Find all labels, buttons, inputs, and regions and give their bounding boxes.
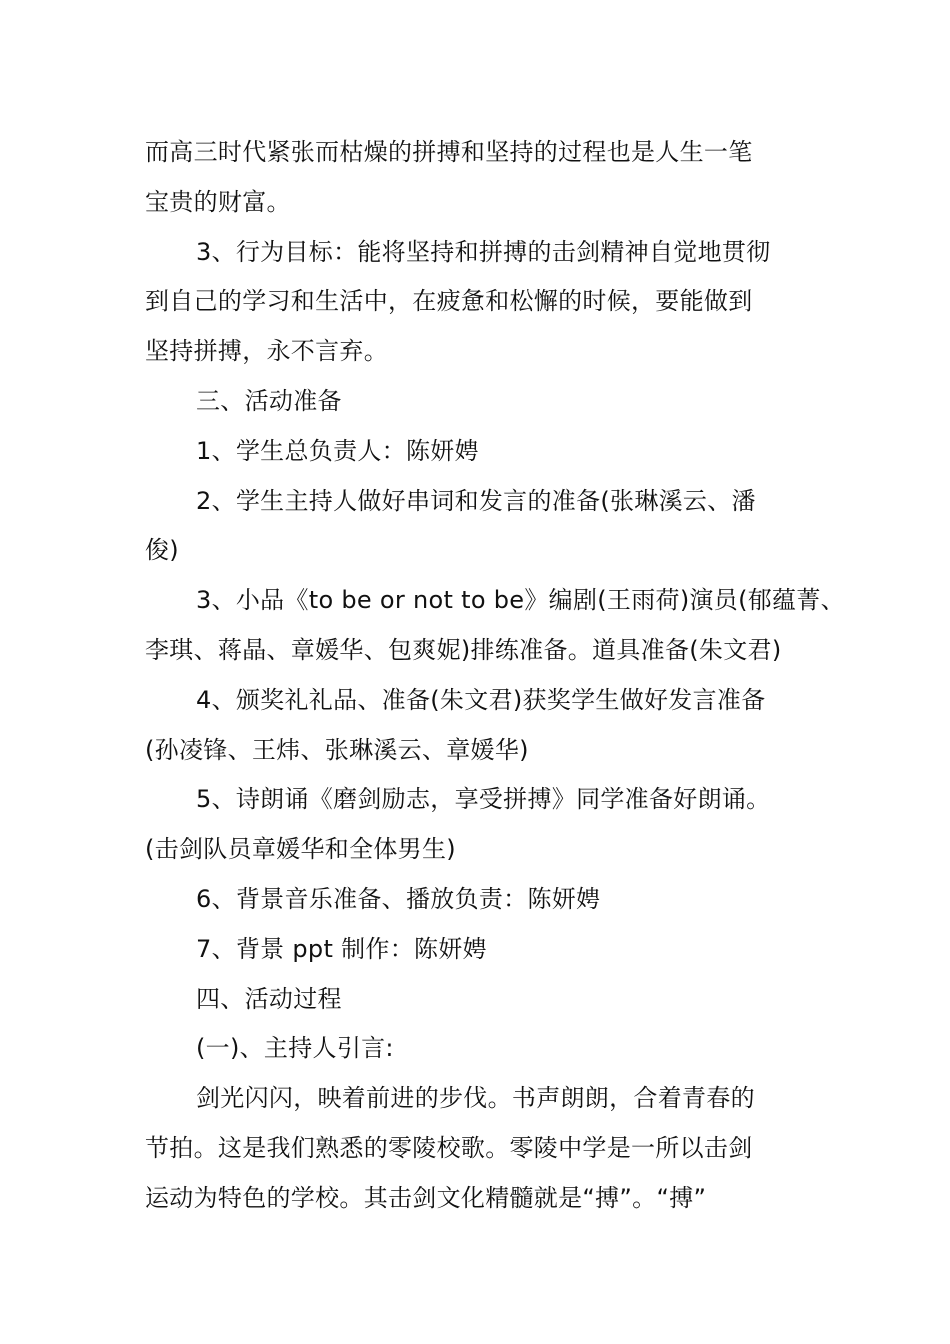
text-line: 宝贵的财富。 [145, 187, 291, 216]
text-line: 6、背景音乐准备、播放负责：陈妍娉 [196, 884, 601, 913]
text-line: (一)、主持人引言: [196, 1034, 394, 1063]
text-line: 5、诗朗诵《磨剑励志，享受拼搏》同学准备好朗诵。 [196, 785, 771, 814]
text-line: 而高三时代紧张而枯燥的拼搏和坚持的过程也是人生一笔 [145, 138, 753, 166]
text-line: 4、颁奖礼礼品、准备(朱文君)获奖学生做好发言准备 [196, 685, 766, 714]
text-line: 3、小品《to be or not to be》编剧(王雨荷)演员(郁蕴菁、 [196, 586, 845, 615]
text-line: 1、学生总负责人：陈妍娉 [196, 436, 479, 465]
text-line: 2、学生主持人做好串词和发言的准备(张琳溪云、潘 [196, 486, 756, 515]
text-line: 三、活动准备 [196, 386, 342, 415]
text-line: 李琪、蒋晶、章媛华、包爽妮)排练准备。道具准备(朱文君) [145, 635, 782, 664]
text-line: 3、行为目标：能将坚持和拼搏的击剑精神自觉地贯彻 [196, 237, 771, 266]
text-line: 俊) [145, 536, 179, 565]
text-line: 节拍。这是我们熟悉的零陵校歌。零陵中学是一所以击剑 [145, 1133, 753, 1162]
text-line: 运动为特色的学校。其击剑文化精髓就是“搏”。“搏” [145, 1183, 707, 1212]
text-line: (击剑队员章媛华和全体男生) [145, 835, 456, 864]
text-line: 四、活动过程 [196, 984, 342, 1013]
text-line: 7、背景 ppt 制作：陈妍娉 [196, 934, 487, 963]
text-line: 剑光闪闪，映着前进的步伐。书声朗朗，合着青春的 [196, 1084, 755, 1113]
text-line: 坚持拼搏，永不言弃。 [145, 337, 388, 366]
text-line: (孙凌锋、王炜、张琳溪云、章媛华) [145, 735, 529, 764]
text-line: 到自己的学习和生活中，在疲惫和松懈的时候，要能做到 [145, 287, 753, 316]
document-body [145, 128, 845, 1224]
